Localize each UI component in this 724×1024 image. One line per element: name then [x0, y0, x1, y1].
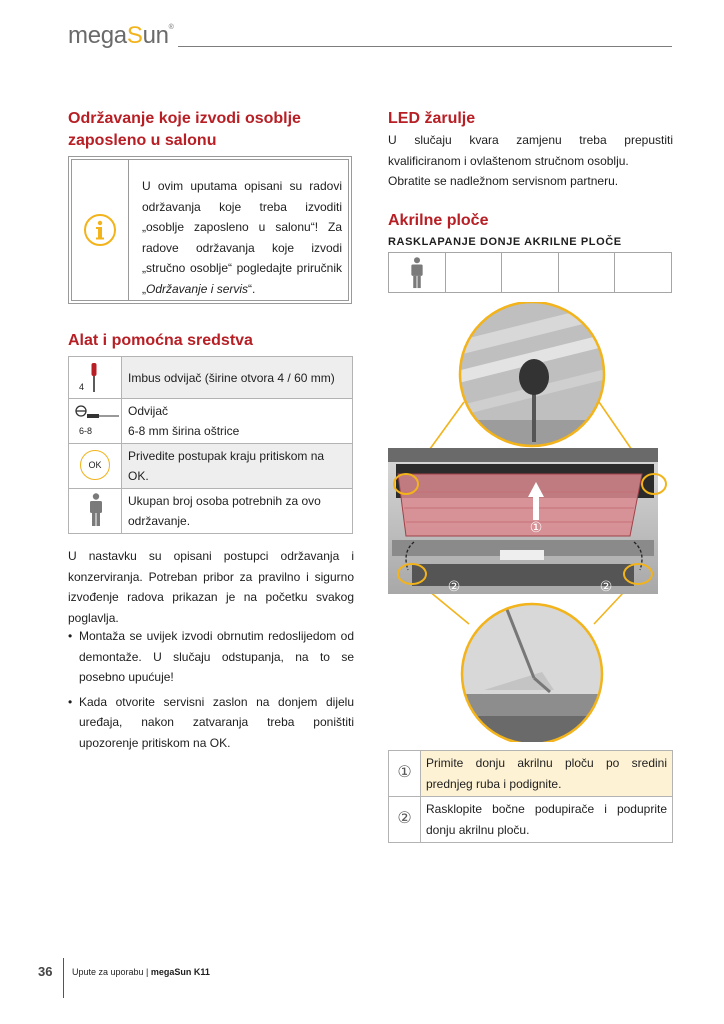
step-row	[389, 797, 673, 843]
figure-label-2: ②	[599, 579, 613, 595]
acrylic-subhead: RASKLAPANJE DONJE AKRILNE PLOČE	[388, 236, 622, 248]
section-title-tools: Alat i pomoćna sredstva	[68, 332, 253, 349]
header-rule	[178, 46, 672, 47]
info-box	[68, 156, 352, 304]
tool-row	[69, 357, 353, 399]
bullet-list	[68, 626, 354, 757]
tool-icon-cell	[69, 489, 122, 534]
tool-row	[69, 489, 353, 534]
requirements-table	[388, 252, 672, 293]
tool-text: Imbus odvijač (širine otvora 4 / 60 mm)	[122, 357, 353, 399]
person-icon	[89, 493, 103, 527]
figure-label-1: ①	[529, 520, 543, 536]
step-text: Rasklopite bočne podupirače i poduprite donju akrilnu ploču.	[421, 797, 673, 843]
steps-table	[388, 750, 673, 843]
step-text: Primite donju akrilnu ploču po sredini prednjeg ruba i podignite.	[421, 751, 673, 797]
bullet-item: • Montaža se uvijek izvodi obrnutim redoslijedom od demontaže. U slučaju odstupanja, na to se posebno upućuje!	[68, 626, 354, 688]
requirement-cell-person	[389, 253, 445, 292]
section-title-acrylic: Akrilne ploče	[388, 212, 489, 229]
intro-paragraph: U nastavku su opisani postupci održavanja i konzerviranja. Potreban pribor za pravilno i sigurno izvođenje radova prikazan je na početku svakog poglavlja.	[68, 549, 354, 625]
led-text: U slučaju kvara zamjenu treba prepustiti kvalificiranom i ovlaštenom stručnom osoblju. Obratite se nadležnom servisnom partneru.	[388, 133, 673, 188]
megasun-logo: megaSun®	[68, 22, 174, 49]
requirement-cell-empty	[501, 253, 558, 292]
person-icon	[410, 257, 424, 289]
step-number: ②	[389, 797, 421, 843]
tool-row	[69, 399, 353, 444]
tool-text: Privedite postupak kraju pritiskom na OK.	[122, 444, 353, 489]
screwdriver-icon	[73, 403, 121, 421]
tool-text: Ukupan broj osoba potrebnih za ovo održavanje.	[122, 489, 353, 534]
tool-icon-cell: 6-8	[69, 399, 122, 444]
tool-text: Odvijač 6-8 mm širina oštrice	[122, 399, 353, 444]
ok-button-icon: OK	[80, 450, 110, 480]
bullet-item: • Kada otvorite servisni zaslon na donjem dijelu uređaja, nakon zatvaranja treba poništiti upozorenje pritiskom na OK.	[68, 692, 354, 754]
hex-key-icon	[89, 363, 99, 393]
info-text: U ovim uputama opisani su radovi održavanja koje treba izvoditi „osoblje zaposleno u salonu“! Za radove održavanja koje izvodi „stručno osoblje“ pogledajte priručnik „Održavanje i servis“.	[129, 159, 349, 301]
requirement-cell-empty	[614, 253, 671, 292]
step-number: ①	[389, 751, 421, 797]
figure-label-2: ②	[447, 579, 461, 595]
page-number: 36	[38, 964, 53, 979]
step-row	[389, 751, 673, 797]
tool-row	[69, 444, 353, 489]
section-title-led: LED žarulje	[388, 110, 476, 127]
tools-table	[68, 356, 353, 534]
tool-icon-cell	[69, 444, 122, 489]
requirement-cell-empty	[445, 253, 502, 292]
footer-rule	[63, 958, 64, 998]
requirement-cell-empty	[558, 253, 615, 292]
info-icon	[83, 213, 117, 247]
acrylic-plate-figure	[384, 302, 684, 742]
footer-text: Upute za uporabu | megaSun K11	[72, 967, 210, 977]
section-title-maintenance: Održavanje koje izvodi osoblje zaposleno u salonu	[68, 110, 301, 149]
tool-icon-cell: 4	[69, 357, 122, 399]
